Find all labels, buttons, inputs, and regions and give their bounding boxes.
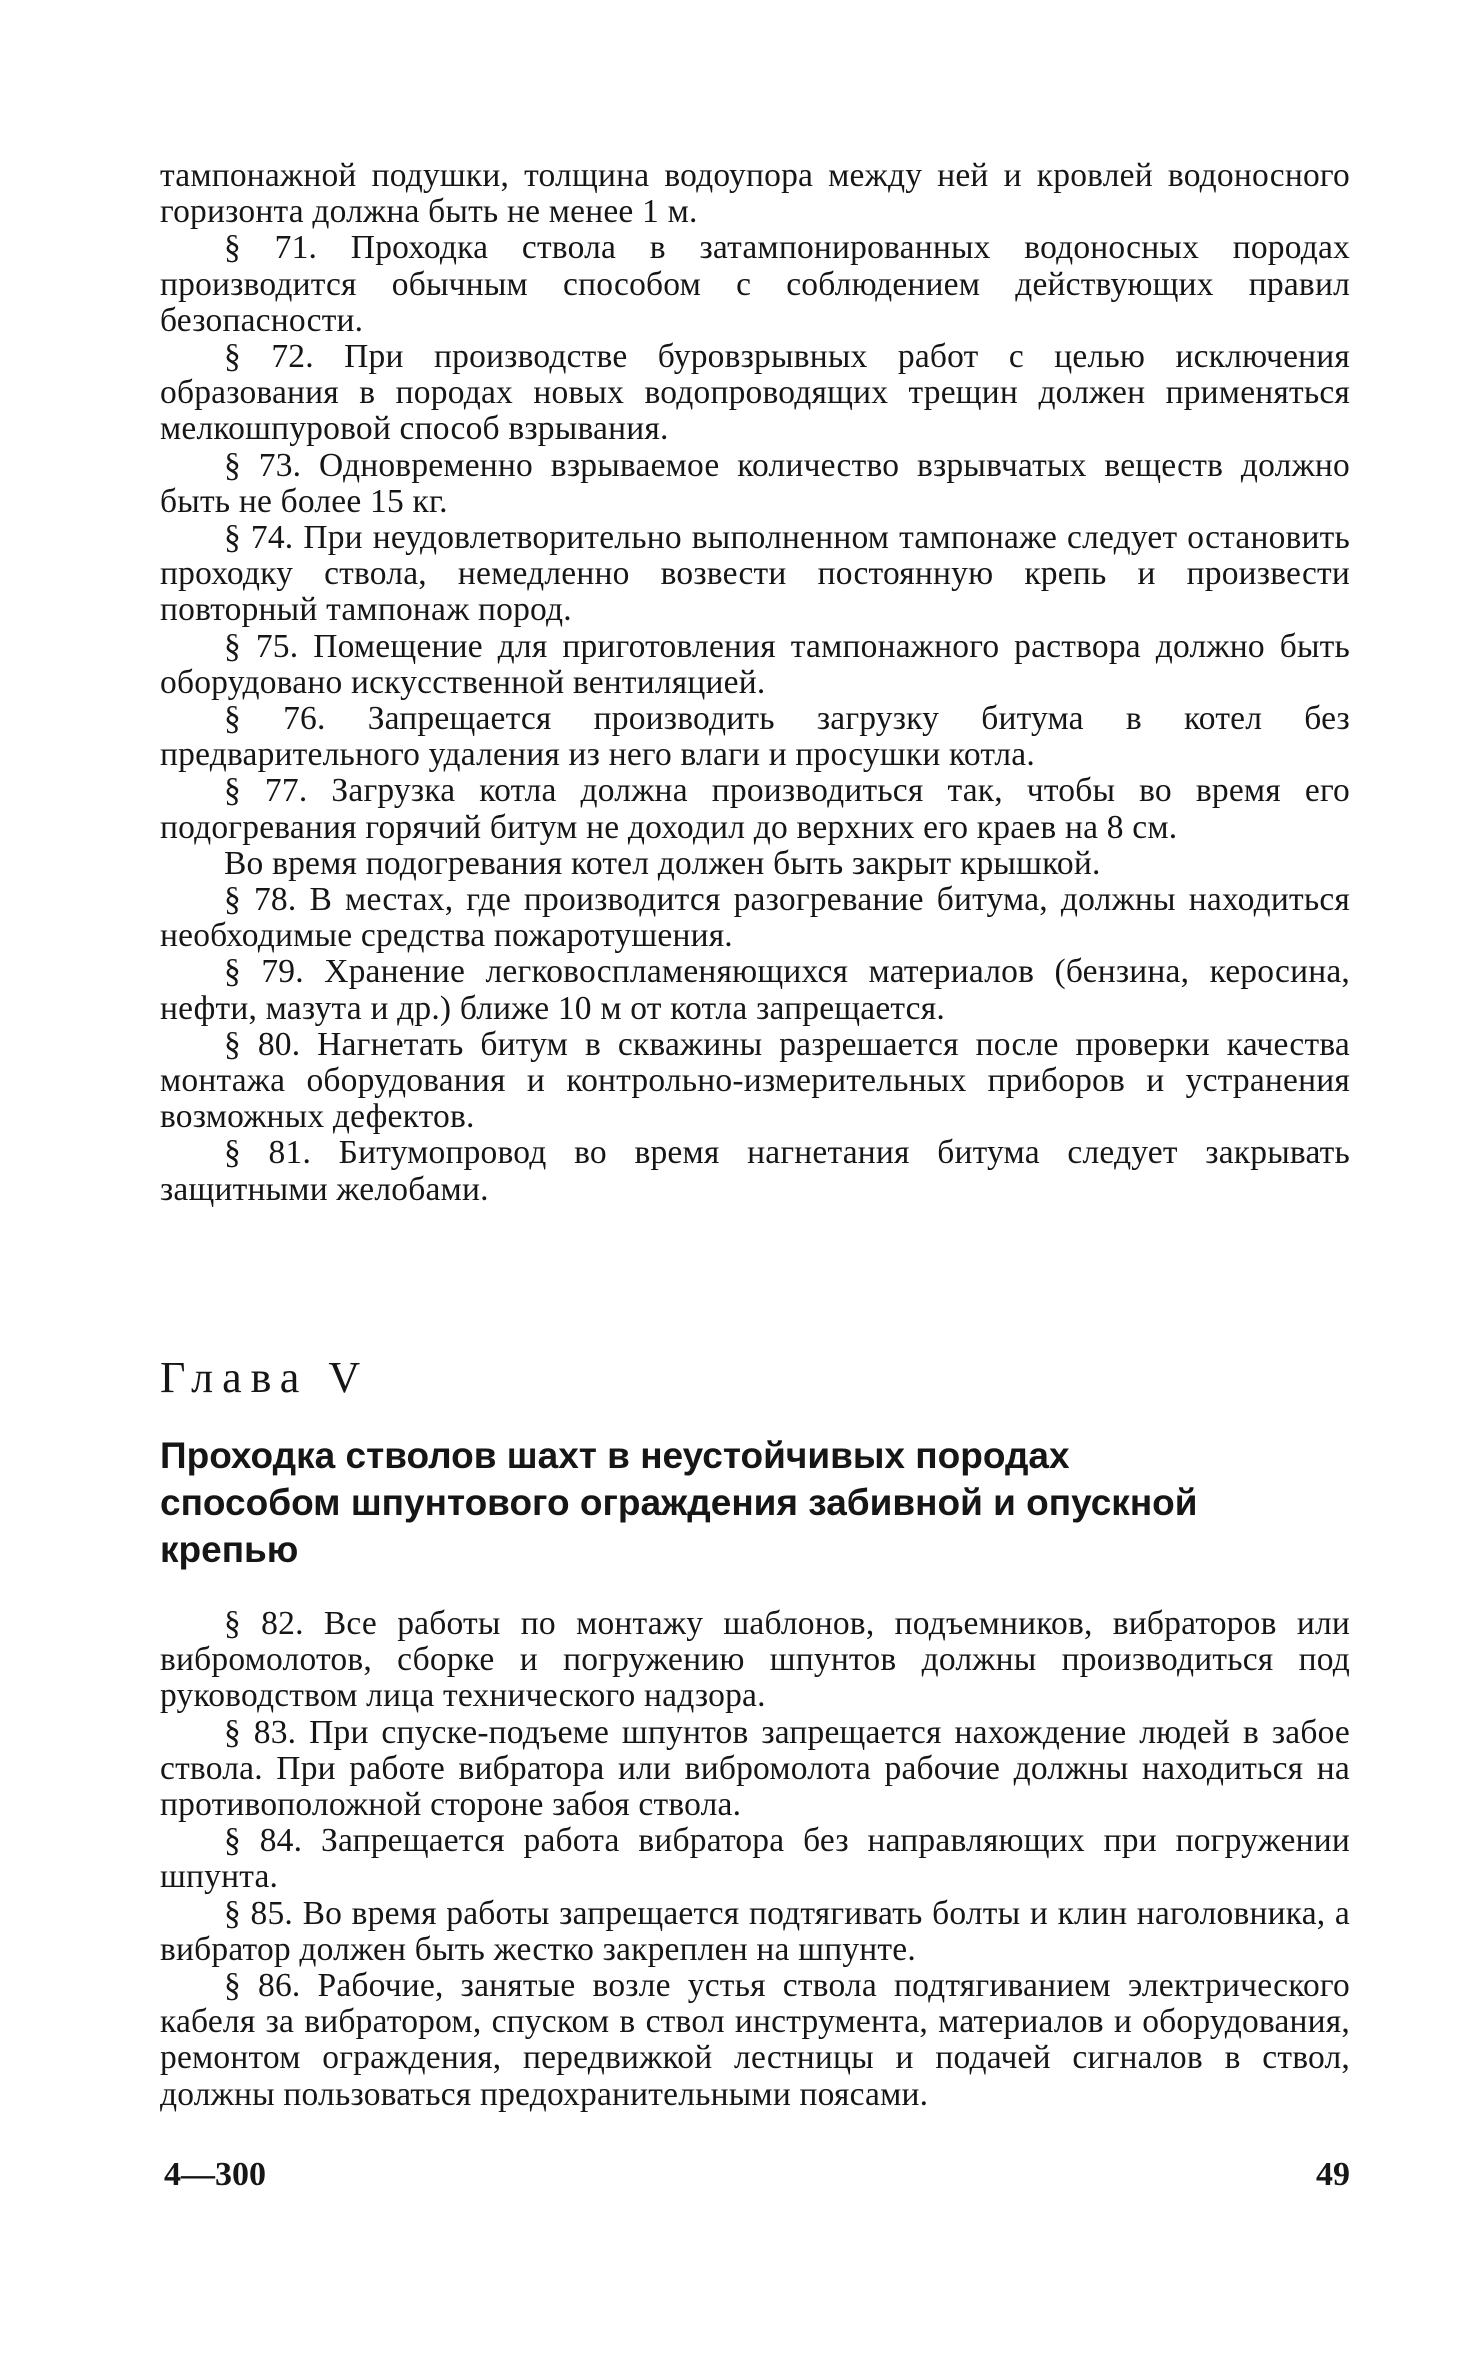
paragraph-86: § 86. Рабочие, занятые возле устья ствола подтягиванием электрического кабеля за вибратором, спуском в ствол инструмента, материалов и оборудования, ремонтом ограждения, передвижкой лестницы и подачей сигналов в ствол, должны пользоваться предохранительными поясами. bbox=[160, 1967, 1350, 2113]
chapter-title: Проходка стволов шахт в неустойчивых породах способом шпунтового ограждения забивной и опускной крепью bbox=[160, 1435, 1198, 1570]
paragraph-76: § 76. Запрещается производить загрузку битума в котел без предварительного удаления из него влаги и просушки котла. bbox=[160, 700, 1350, 774]
paragraph-78: § 78. В местах, где производится разогревание битума, должны находиться необходимые средства пожаротушения. bbox=[160, 881, 1350, 955]
paragraph-continuation: тампонажной подушки, толщина водоупора между ней и кровлей водоносного горизонта должна быть не менее 1 м. bbox=[160, 157, 1350, 231]
section-2 bbox=[160, 1606, 1350, 2113]
paragraph-83: § 83. При спуске-подъеме шпунтов запрещается нахождение людей в забое ствола. При работе вибратора или вибромолота рабочие должны находиться на противоположной стороне забоя ствола. bbox=[160, 1713, 1350, 1824]
paragraph-84: § 84. Запрещается работа вибратора без направляющих при погружении шпунта. bbox=[160, 1822, 1350, 1896]
page-number: 49 bbox=[1316, 2156, 1350, 2193]
paragraph-80: § 80. Нагнетать битум в скважины разрешается после проверки качества монтажа оборудования и контрольно-измерительных приборов и устранения возможных дефектов. bbox=[160, 1025, 1350, 1136]
paragraph-71: § 71. Проходка ствола в затампонированных водоносных породах производится обычным способом с соблюдением действующих правил безопасности. bbox=[160, 229, 1350, 339]
paragraph-85: § 85. Во время работы запрещается подтягивать болты и клин наголовника, а вибратор должен быть жестко закреплен на шпунте. bbox=[160, 1894, 1350, 1968]
paragraph-77: § 77. Загрузка котла должна производиться так, чтобы во время его подогревания горячий битум не доходил до верхних его краев на 8 см. bbox=[160, 772, 1350, 846]
printer-signature: 4—300 bbox=[164, 2156, 266, 2193]
paragraph-77-note: Во время подогревания котел должен быть закрыт крышкой. bbox=[224, 844, 1101, 882]
section-1 bbox=[160, 158, 1350, 1208]
paragraph-79: § 79. Хранение легковоспламеняющихся материалов (бензина, керосина, нефти, мазута и др.) ближе 10 м от котла запрещается. bbox=[160, 953, 1350, 1027]
paragraph-82: § 82. Все работы по монтажу шаблонов, подъемников, вибраторов или вибромолотов, сборке и погружению шпунтов должны производиться под руководством лица технического надзора. bbox=[160, 1605, 1350, 1715]
chapter-label: Глава V bbox=[160, 1353, 370, 1402]
paragraph-72: § 72. При производстве буровзрывных работ с целью исключения образования в породах новых водопроводящих трещин должен применяться мелкошпуровой способ взрывания. bbox=[160, 338, 1350, 448]
paragraph-75: § 75. Помещение для приготовления тампонажного раствора должно быть оборудовано искусственной вентиляцией. bbox=[160, 627, 1350, 701]
paragraph-81: § 81. Битумопровод во время нагнетания битума следует закрывать защитными желобами. bbox=[160, 1134, 1350, 1208]
paragraph-73: § 73. Одновременно взрываемое количество взрывчатых веществ должно быть не более 15 кг. bbox=[160, 446, 1350, 520]
paragraph-74: § 74. При неудовлетворительно выполненном тампонаже следует остановить проходку ствола, немедленно возвести постоянную крепь и произвести повторный тампонаж пород. bbox=[160, 519, 1350, 629]
